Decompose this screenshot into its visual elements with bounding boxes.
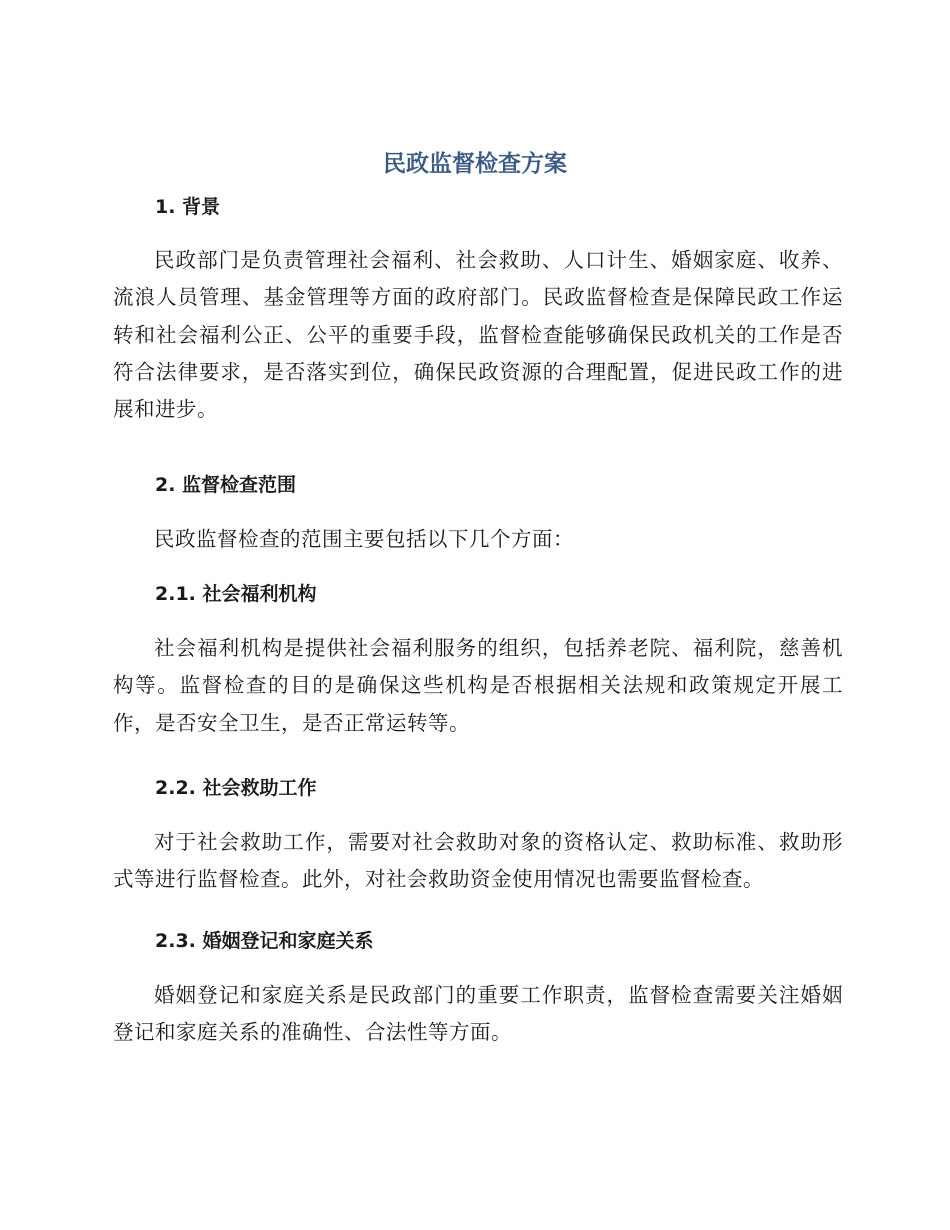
- section-paragraph-scope: 民政监督检查的范围主要包括以下几个方面：: [154, 527, 574, 551]
- section-paragraph-welfare-institutions: 社会福利机构是提供社会福利服务的组织，包括养老院、福利院，慈善机构等。监督检查的目的是确保这些机构是否根据相关法规和政策规定开展工作，是否安全卫生，是否正常运转等。: [113, 636, 843, 735]
- section-paragraph-background: 民政部门是负责管理社会福利、社会救助、人口计生、婚姻家庭、收养、流浪人员管理、基金管理等方面的政府部门。民政监督检查是保障民政工作运转和社会福利公正、公平的重要手段，监督检查能够确保民政机关的工作是否符合法律要求，是否落实到位，确保民政资源的合理配置，促进民政工作的进展和进步。: [113, 248, 843, 422]
- section-heading-social-assistance: 2.2. 社会救助工作: [155, 777, 317, 799]
- section-heading-background: 1. 背景: [155, 196, 221, 218]
- document-title: 民政监督检查方案: [383, 151, 567, 177]
- section-paragraph-social-assistance: 对于社会救助工作，需要对社会救助对象的资格认定、救助标准、救助形式等进行监督检查。此外，对社会救助资金使用情况也需要监督检查。: [113, 830, 843, 892]
- section-heading-scope: 2. 监督检查范围: [155, 474, 297, 496]
- section-heading-marriage-family: 2.3. 婚姻登记和家庭关系: [155, 930, 374, 952]
- section-heading-welfare-institutions: 2.1. 社会福利机构: [155, 583, 317, 605]
- section-paragraph-marriage-family: 婚姻登记和家庭关系是民政部门的重要工作职责，监督检查需要关注婚姻登记和家庭关系的准确性、合法性等方面。: [113, 983, 843, 1045]
